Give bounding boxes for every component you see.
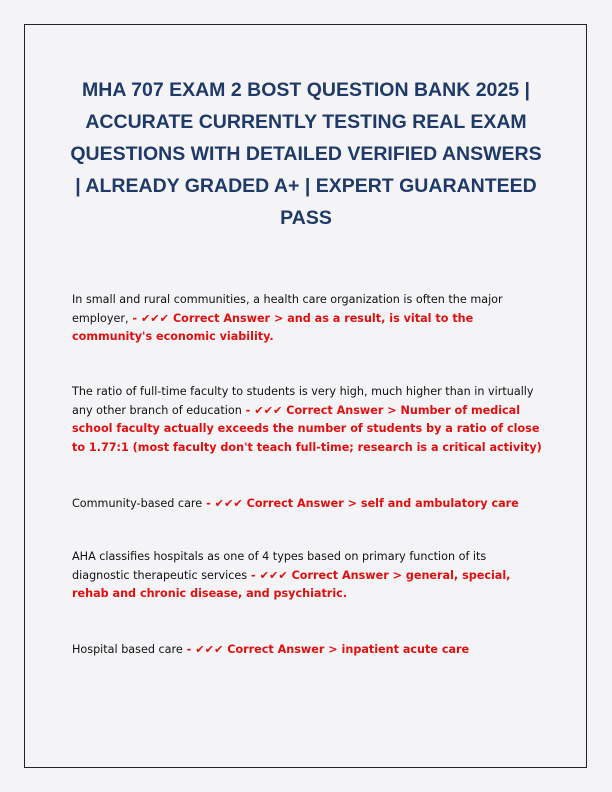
separator: - — [182, 643, 196, 656]
qa-item — [72, 495, 542, 514]
question-text: Community-based care — [72, 497, 203, 510]
answer-text: self and ambulatory care — [360, 497, 519, 510]
question-text: AHA classifies hospitals as one of 4 types based on primary function of its diagnostic therapeutic services — [72, 550, 487, 582]
answer-text: general, special, rehab and chronic disease, and psychiatric. — [72, 568, 511, 600]
separator: - — [202, 497, 215, 510]
question-text: Hospital based care — [72, 643, 183, 656]
question-text: In small and rural communities, a health care organization is often the major employer, — [72, 293, 503, 325]
document-title: MHA 707 EXAM 2 BOST QUESTION BANK 2025 | ACCURATE CURRENTLY TESTING REAL EXAM QUESTIONS WITH DETAILED VERIFIED ANSWERS | ALREADY GRADED A+ | EXPERT GUARANTEED PASS — [70, 79, 542, 229]
separator: - — [128, 311, 141, 325]
answer-text: inpatient acute care — [341, 643, 470, 656]
answer-prefix: ✔✔✔ Correct Answer > — [195, 643, 342, 656]
qa-item — [72, 291, 542, 347]
question-text: The ratio of full-time faculty to students is very high, much higher than in virtually any other branch of education — [72, 385, 534, 417]
answer-prefix: ✔✔✔ Correct Answer > — [140, 311, 288, 325]
qa-item — [72, 383, 542, 457]
separator: - — [247, 568, 260, 582]
separator: - — [241, 403, 255, 417]
answer-prefix: ✔✔✔ Correct Answer > — [254, 403, 401, 417]
qa-item — [72, 548, 542, 604]
answer-prefix: ✔✔✔ Correct Answer > — [214, 497, 361, 510]
answer-prefix: ✔✔✔ Correct Answer > — [259, 568, 406, 582]
qa-item — [72, 641, 542, 660]
answer-text: Number of medical school faculty actually exceeds the number of students by a ratio of close to 1.77:1 (most faculty don't teach full-time; research is a critical activity) — [72, 403, 542, 454]
answer-text: and as a result, is vital to the community's economic viability. — [72, 311, 474, 343]
